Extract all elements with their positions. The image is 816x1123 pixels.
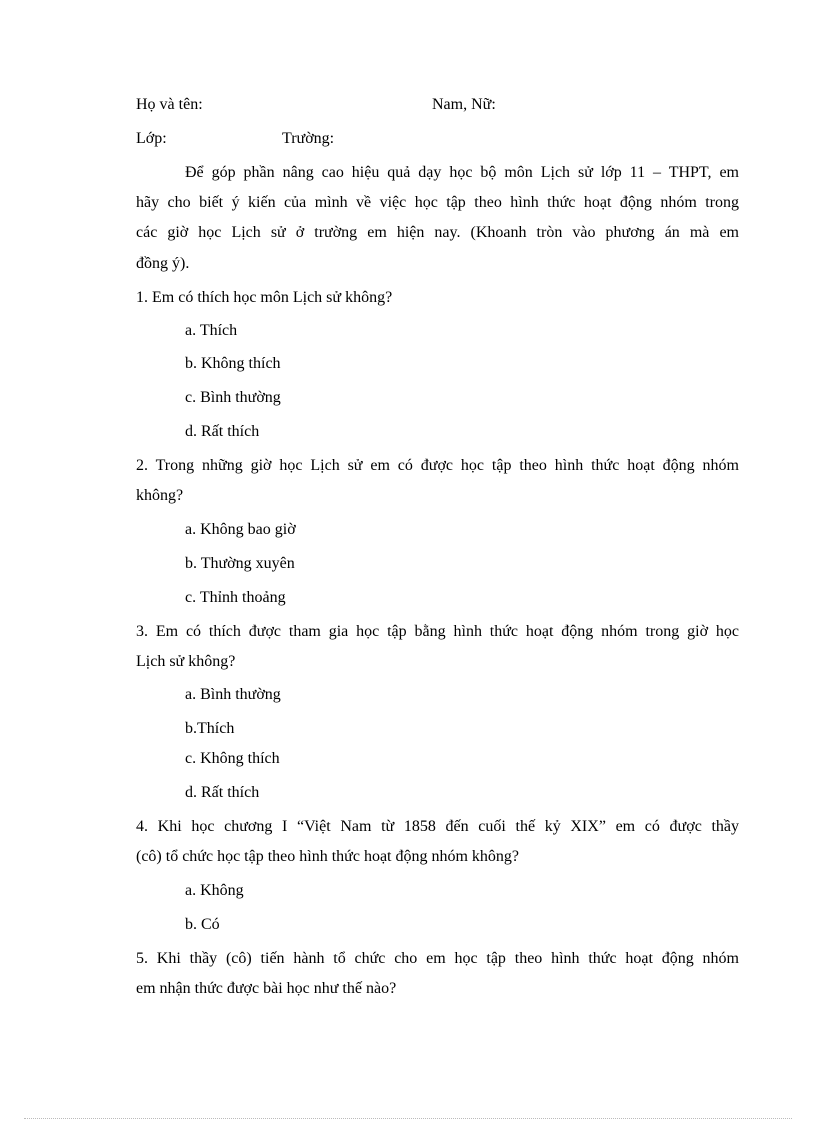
q1-option-a: a. Thích xyxy=(185,322,238,339)
question-3-line-1: 3. Em có thích được tham gia học tập bằng hình thức hoạt động nhóm trong giờ học xyxy=(136,623,739,640)
question-3-line-2: Lịch sử không? xyxy=(136,653,236,670)
question-4-line-2: (cô) tổ chức học tập theo hình thức hoạt động nhóm không? xyxy=(136,848,520,865)
question-2-line-2: không? xyxy=(136,487,184,504)
intro-line-4: đồng ý). xyxy=(136,255,190,272)
page-bottom-divider xyxy=(24,1118,792,1119)
intro-line-2: hãy cho biết ý kiến của mình về việc học tập theo hình thức hoạt động nhóm trong xyxy=(136,194,739,211)
q3-option-b: b.Thích xyxy=(185,720,235,737)
question-2-line-1: 2. Trong những giờ học Lịch sử em có được học tập theo hình thức hoạt động nhóm xyxy=(136,457,739,474)
q3-option-d: d. Rất thích xyxy=(185,784,260,801)
class-label: Lớp: xyxy=(136,130,167,147)
question-1: 1. Em có thích học môn Lịch sử không? xyxy=(136,289,393,306)
q2-option-b: b. Thường xuyên xyxy=(185,555,295,572)
q4-option-b: b. Có xyxy=(185,916,220,933)
q3-option-a: a. Bình thường xyxy=(185,686,281,703)
intro-line-3: các giờ học Lịch sử ở trường em hiện nay. (Khoanh tròn vào phương án mà em xyxy=(136,224,739,241)
q3-option-c: c. Không thích xyxy=(185,750,280,767)
question-5-line-1: 5. Khi thầy (cô) tiến hành tổ chức cho em học tập theo hình thức hoạt động nhóm xyxy=(136,950,739,967)
q2-option-a: a. Không bao giờ xyxy=(185,521,296,538)
school-label: Trường: xyxy=(282,130,335,147)
q1-option-c: c. Bình thường xyxy=(185,389,281,406)
name-label: Họ và tên: xyxy=(136,96,203,113)
q1-option-d: d. Rất thích xyxy=(185,423,260,440)
question-5-line-2: em nhận thức được bài học như thế nào? xyxy=(136,980,397,997)
q1-option-b: b. Không thích xyxy=(185,355,281,372)
question-4-line-1: 4. Khi học chương I “Việt Nam từ 1858 đến cuối thế kỷ XIX” em có được thầy xyxy=(136,818,739,835)
q2-option-c: c. Thỉnh thoảng xyxy=(185,589,286,606)
gender-label: Nam, Nữ: xyxy=(432,96,496,113)
intro-line-1: Để góp phần nâng cao hiệu quả dạy học bộ môn Lịch sử lớp 11 – THPT, em xyxy=(185,164,739,181)
q4-option-a: a. Không xyxy=(185,882,244,899)
